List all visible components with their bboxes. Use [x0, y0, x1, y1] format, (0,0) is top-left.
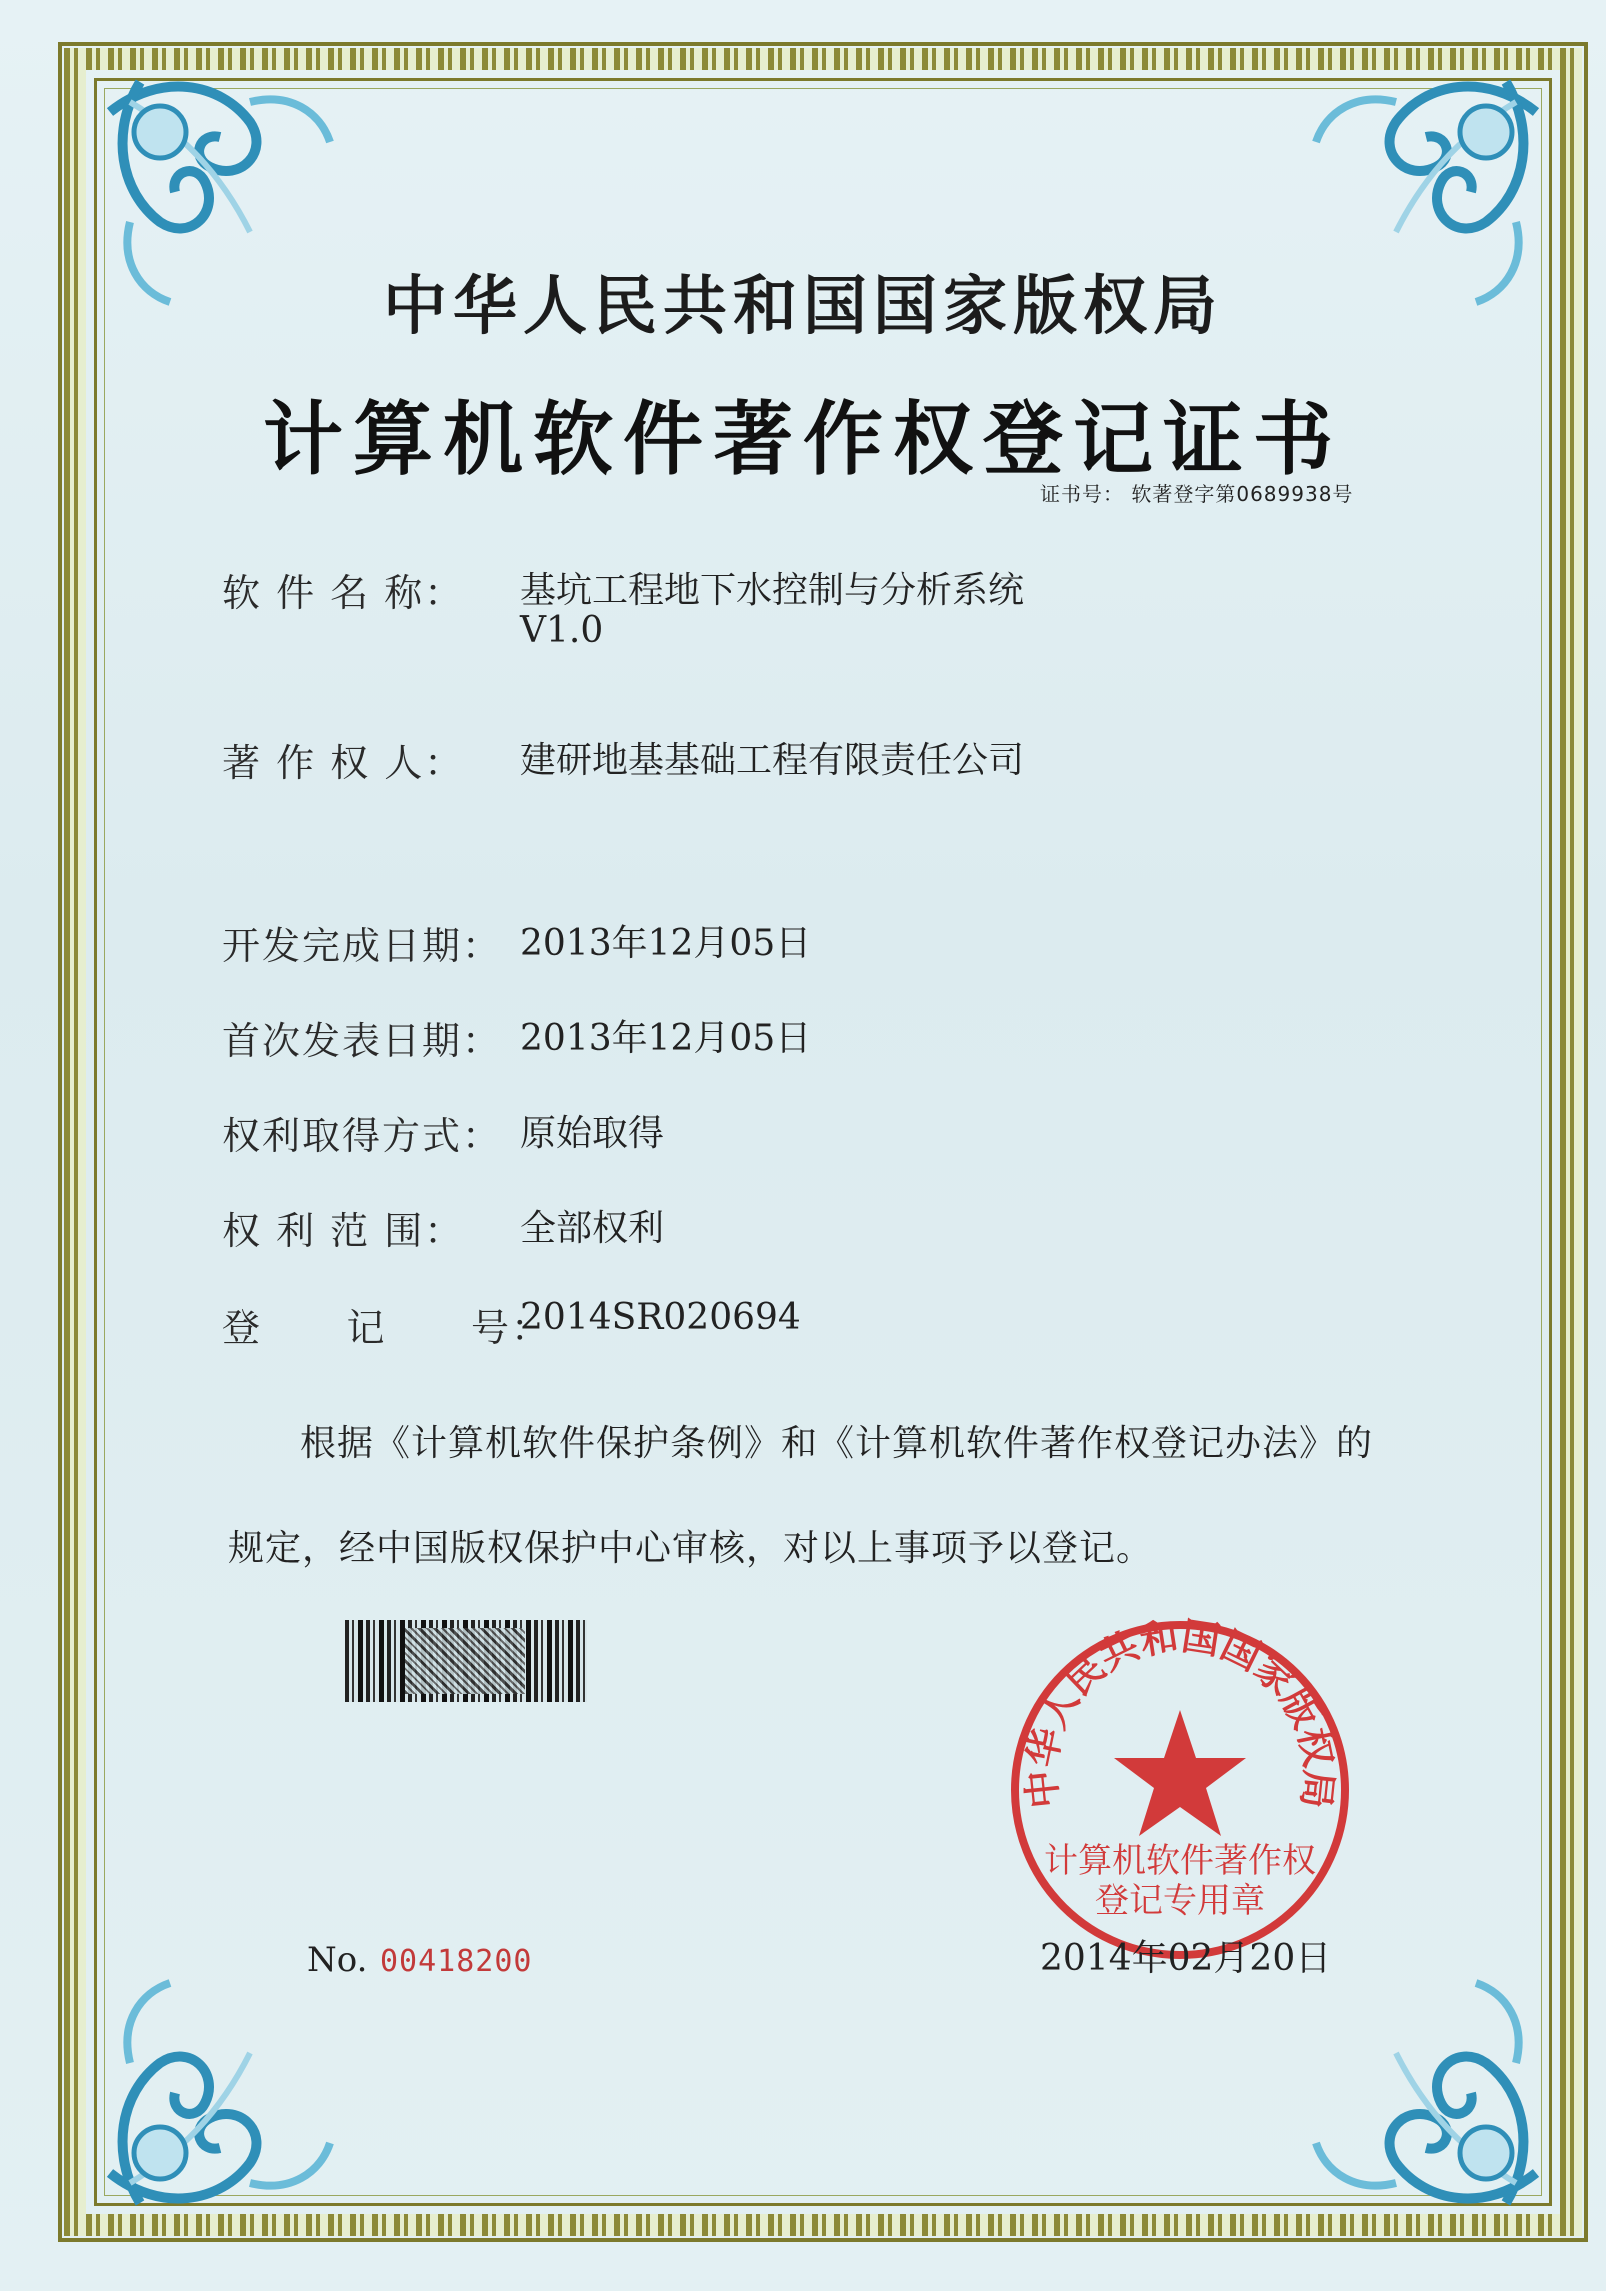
certificate-title: 计算机软件著作权登记证书: [263, 393, 1343, 486]
issuer-title: 中华人民共和国国家版权局: [383, 270, 1223, 344]
seal-arc-text: 中华人民共和国国家版权局: [1018, 1613, 1342, 1811]
dev-date-label: 开发完成日期：: [222, 924, 503, 968]
issue-date: 2014年02月20日: [1040, 1938, 1332, 1979]
cert-no-value: 软著登字第0689938号: [1131, 482, 1354, 506]
owner-value: 建研地基基础工程有限责任公司: [520, 740, 1025, 781]
statement-line-2: 规定，经中国版权保护中心审核，对以上事项予以登记。: [228, 1528, 1154, 1569]
scope-label: 权 利 范 围：: [222, 1209, 465, 1253]
software-name-label: 软 件 名 称：: [222, 571, 465, 615]
serial-number: 00418200: [380, 1944, 533, 1979]
serial-label: No.: [307, 1940, 368, 1980]
statement-line-1: 根据《计算机软件保护条例》和《计算机软件著作权登记办法》的: [300, 1423, 1374, 1464]
seal-line-2: 登记专用章: [1095, 1881, 1265, 1921]
reg-no-label: 登 记 号：: [222, 1306, 551, 1350]
publish-date-value: 2013年12月05日: [520, 1018, 812, 1059]
publish-date-label: 首次发表日期：: [222, 1019, 503, 1063]
reg-no-value: 2014SR020694: [520, 1297, 801, 1338]
official-seal: [1000, 1610, 1360, 1970]
barcode-pattern: [405, 1628, 525, 1694]
barcode-icon: [345, 1620, 587, 1702]
corner-ornament-icon: [100, 1963, 350, 2213]
dev-date-value: 2013年12月05日: [520, 923, 812, 964]
cert-no-label: 证书号：: [1040, 482, 1124, 506]
software-version: V1.0: [520, 610, 604, 651]
owner-label: 著 作 权 人：: [222, 741, 465, 785]
corner-ornament-icon: [1296, 1963, 1546, 2213]
acquire-label: 权利取得方式：: [222, 1114, 503, 1158]
acquire-value: 原始取得: [520, 1113, 665, 1154]
seal-line-1: 计算机软件著作权: [1044, 1841, 1316, 1881]
seal-star-icon: [1000, 1610, 1360, 1970]
software-name-value: 基坑工程地下水控制与分析系统: [520, 570, 1025, 611]
certificate-number: [1040, 478, 1353, 507]
scope-value: 全部权利: [520, 1208, 665, 1249]
